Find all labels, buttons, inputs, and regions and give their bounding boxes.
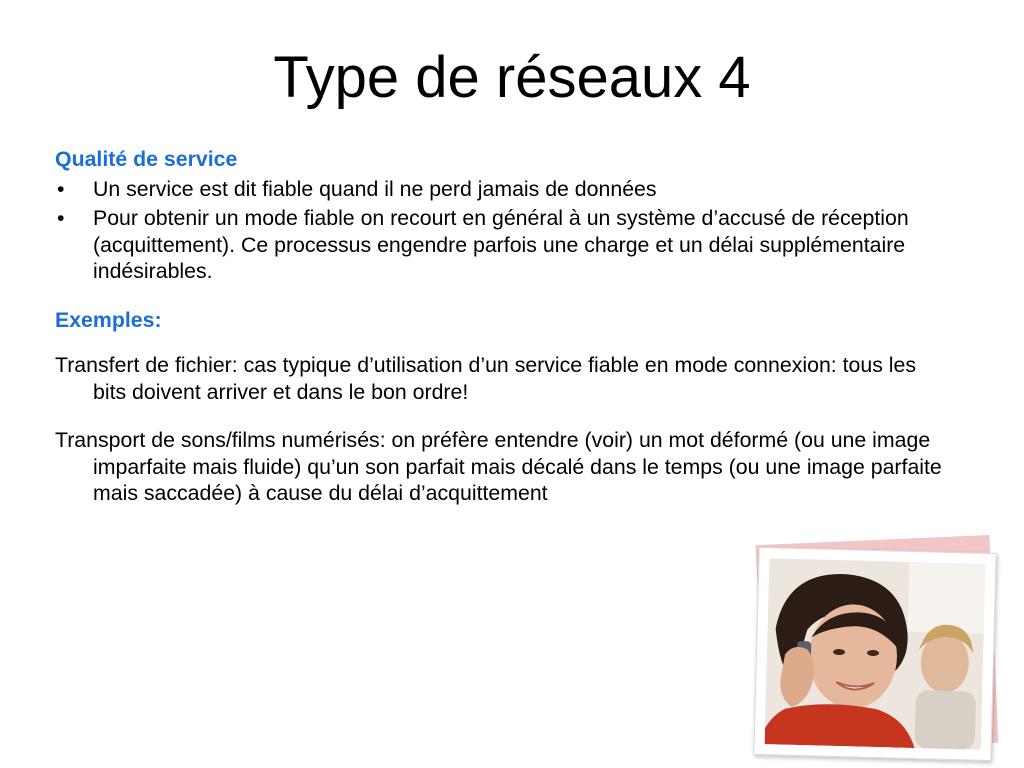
slide-body	[55, 146, 950, 507]
photo-stack	[756, 546, 1002, 756]
quality-of-service-heading: Qualité de service	[55, 147, 238, 171]
bullet-text: Pour obtenir un mode fiable on recourt en général à un système d’accusé de réception (acquittement). Ce processus engendre parfois une charge et un délai supplémentaire indésirables.	[93, 206, 909, 283]
photo-frame	[753, 547, 996, 761]
photo-illustration	[765, 558, 986, 750]
bullet-list	[55, 176, 950, 285]
list-item	[55, 205, 950, 285]
people-on-phone-photo	[765, 558, 986, 750]
bullet-marker: •	[57, 206, 65, 230]
list-item	[55, 176, 950, 203]
bullet-text: Un service est dit fiable quand il ne perd jamais de données	[93, 176, 657, 201]
bullet-marker: •	[57, 176, 65, 201]
example-paragraph-file-transfer: Transfert de fichier: cas typique d’utilisation d’un service fiable en mode connexion: tous les bits doivent arriver et dans le bon ordre!	[55, 353, 917, 404]
example-paragraph-media-transport: Transport de sons/films numérisés: on préfère entendre (voir) un mot déformé (ou une image imparfaite mais fluide) qu’un son parfait mais décalé dans le temps (ou une image parfaite mais saccadée) à cause du délai d’acquittement	[55, 428, 942, 505]
slide-title: Type de réseaux 4	[273, 45, 751, 110]
examples-heading: Exemples:	[55, 307, 162, 332]
